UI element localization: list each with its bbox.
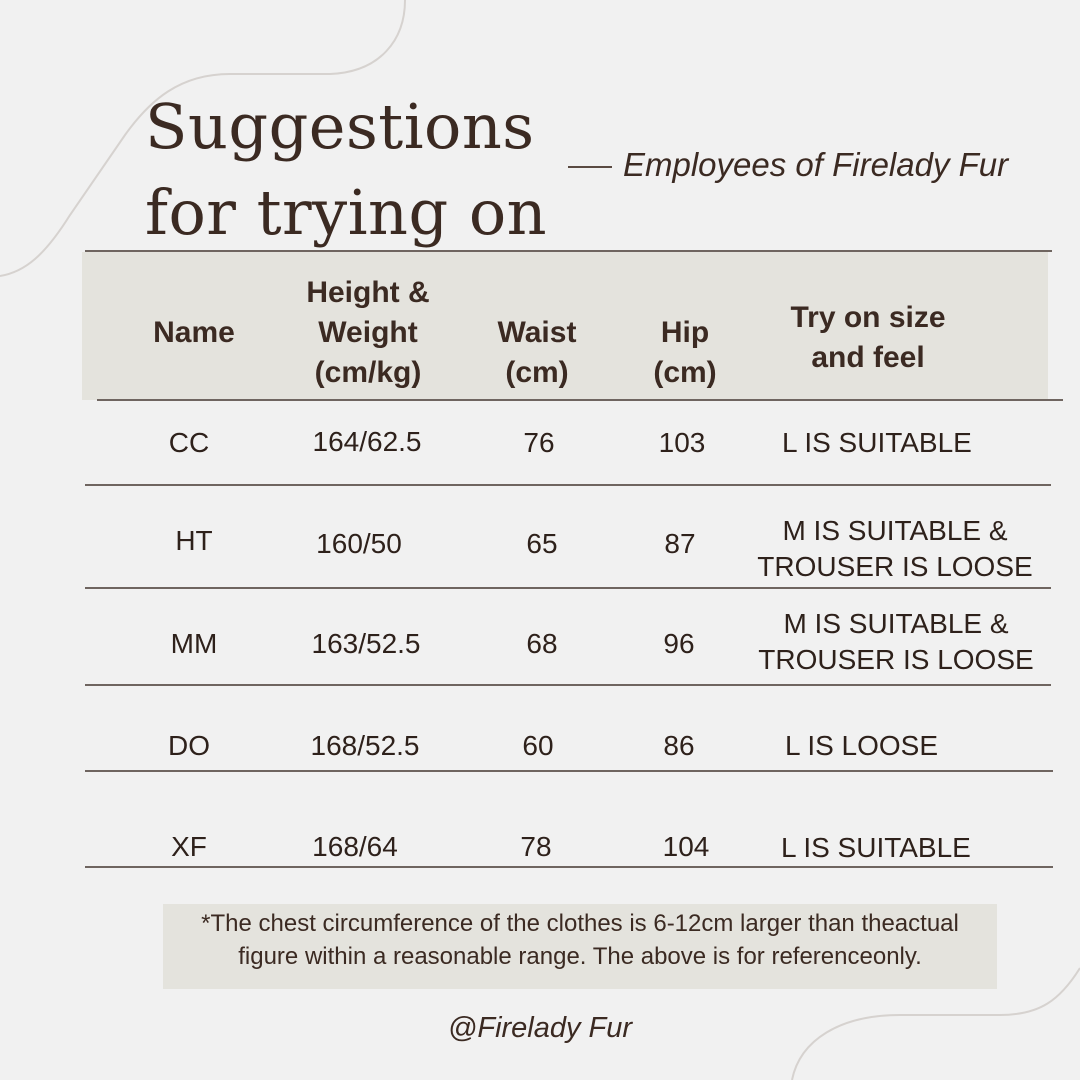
table-rule <box>85 866 1053 868</box>
header-try-on: Try on size and feel <box>790 301 946 374</box>
title-line-1: Suggestions <box>145 90 535 163</box>
cell-name: CC <box>168 427 210 458</box>
table-rule <box>85 484 1051 486</box>
cell-hip: 96 <box>663 628 695 659</box>
page-title <box>145 84 547 256</box>
cell-waist: 68 <box>526 628 558 659</box>
note-line-2: figure within a reasonable range. The above is for referenceonly. <box>238 943 922 970</box>
cell-hip: 87 <box>664 528 696 559</box>
table-rule <box>85 250 1052 252</box>
header-hip: Hip (cm) <box>653 316 717 389</box>
cell-feel: L IS SUITABLE <box>782 427 972 458</box>
cell-waist: 65 <box>526 528 558 559</box>
cell-feel: M IS SUITABLE & TROUSER IS LOOSE <box>758 608 1034 675</box>
cell-hip: 86 <box>663 730 695 761</box>
cell-hip: 103 <box>658 427 706 458</box>
cell-feel: L IS LOOSE <box>785 730 939 761</box>
table-rule <box>85 770 1053 772</box>
cell-waist: 60 <box>522 730 554 761</box>
cell-height-weight: 168/52.5 <box>310 730 420 761</box>
cell-waist: 76 <box>523 427 555 458</box>
subtitle: Employees of Firelady Fur <box>623 146 1009 183</box>
cell-waist: 78 <box>520 831 552 862</box>
cell-height-weight: 163/52.5 <box>311 628 421 659</box>
cell-name: XF <box>171 831 207 862</box>
reference-note <box>163 904 997 989</box>
title-line-2: for trying on <box>145 176 548 249</box>
table-rule <box>85 684 1051 686</box>
header-name: Name <box>153 316 235 349</box>
header-waist: Waist (cm) <box>497 316 577 389</box>
cell-hip: 104 <box>662 831 710 862</box>
cell-height-weight: 160/50 <box>316 528 402 559</box>
brand-handle: @Firelady Fur <box>447 1012 633 1044</box>
cell-feel: L IS SUITABLE <box>781 832 971 863</box>
cell-name: HT <box>175 525 213 556</box>
cell-name: MM <box>170 628 218 659</box>
cell-name: DO <box>168 730 210 761</box>
subtitle-dash <box>568 166 612 168</box>
cell-height-weight: 168/64 <box>312 831 398 862</box>
header-height-weight: Height & Weight (cm/kg) <box>306 276 430 389</box>
cell-feel: M IS SUITABLE & TROUSER IS LOOSE <box>757 515 1033 582</box>
table-rule <box>85 587 1051 589</box>
cell-height-weight: 164/62.5 <box>312 426 422 457</box>
note-line-1: *The chest circumference of the clothes is 6-12cm larger than theactual <box>201 910 959 937</box>
table-rule <box>97 399 1063 401</box>
